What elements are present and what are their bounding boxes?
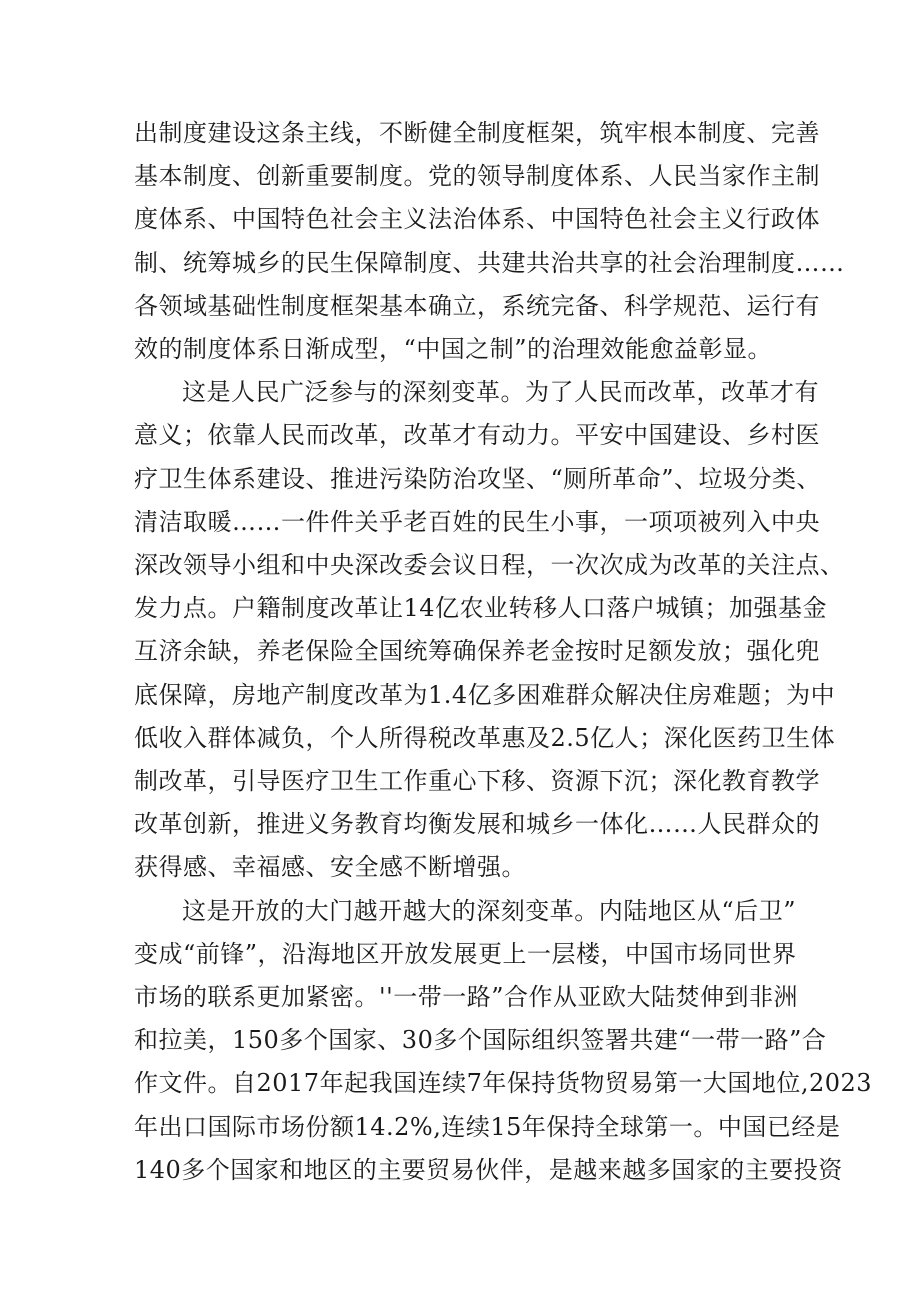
text-line: 各领域基础性制度框架基本确立，系统完备、科学规范、运行有 xyxy=(134,291,820,320)
text-line: 年出口国际市场份额14.2%,连续15年保持全球第一。中国已经是 xyxy=(134,1112,841,1141)
text-line: 获得感、幸福感、安全感不断增强。 xyxy=(134,853,526,882)
text-line: 疗卫生体系建设、推进污染防治攻坚、“厕所革命”、垃圾分类、 xyxy=(134,464,822,493)
text-line: 140多个国家和地区的主要贸易伙伴，是越来越多国家的主要投资 xyxy=(134,1155,843,1184)
text-line: 变成“前锋”，沿海地区开放发展更上一层楼，中国市场同世界 xyxy=(134,939,797,968)
paragraph-institutional-framework xyxy=(134,112,845,371)
text-line: 互济余缺，养老保险全国统筹确保养老金按时足额发放；强化兜 xyxy=(134,637,820,666)
text-line: 深改领导小组和中央深改委会议日程，一次次成为改革的关注点、 xyxy=(134,551,845,580)
text-line: 这是开放的大门越开越大的深刻变革。内陆地区从“后卫” xyxy=(182,896,796,925)
text-line: 改革创新，推进义务教育均衡发展和城乡一体化……人民群众的 xyxy=(134,810,820,839)
text-line: 底保障，房地产制度改革为1.4亿多困难群众解决住房难题；为中 xyxy=(134,680,836,709)
text-line: 基本制度、创新重要制度。党的领导制度体系、人民当家作主制 xyxy=(134,162,820,191)
text-line: 清洁取暖……一件件关乎老百姓的民生小事，一项项被列入中央 xyxy=(134,507,820,536)
paragraph-people-participation xyxy=(134,371,845,889)
text-line: 低收入群体减负，个人所得税改革惠及2.5亿人；深化医药卫生体 xyxy=(134,723,836,752)
text-line: 制改革，引导医疗卫生工作重心下移、资源下沉；深化教育教学 xyxy=(134,767,820,796)
text-line: 效的制度体系日渐成型，“中国之制”的治理效能愈益彰显。 xyxy=(134,335,773,364)
text-line: 意义；依靠人民而改革，改革才有动力。平安中国建设、乡村医 xyxy=(134,421,820,450)
paragraph-opening-up xyxy=(134,890,873,1192)
text-line: 和拉美，150多个国家、30多个国际组织签署共建“一带一路”合 xyxy=(134,1026,827,1055)
text-line: 作文件。自2017年起我国连续7年保持货物贸易第一大国地位,2023 xyxy=(134,1069,873,1098)
text-line: 制、统筹城乡的民生保障制度、共建共治共享的社会治理制度…… xyxy=(134,248,845,277)
text-line: 出制度建设这条主线，不断健全制度框架，筑牢根本制度、完善 xyxy=(134,119,820,147)
text-line: 市场的联系更加紧密。''一带一路”合作从亚欧大陆焚伸到非洲 xyxy=(134,983,798,1012)
text-line: 发力点。户籍制度改革让14亿农业转移人口落户城镇；加强基金 xyxy=(134,594,828,623)
text-line: 度体系、中国特色社会主义法治体系、中国特色社会主义行政体 xyxy=(134,205,820,234)
article-body xyxy=(134,112,873,1192)
text-line: 这是人民广泛参与的深刻变革。为了人民而改革，改革才有 xyxy=(182,378,819,407)
